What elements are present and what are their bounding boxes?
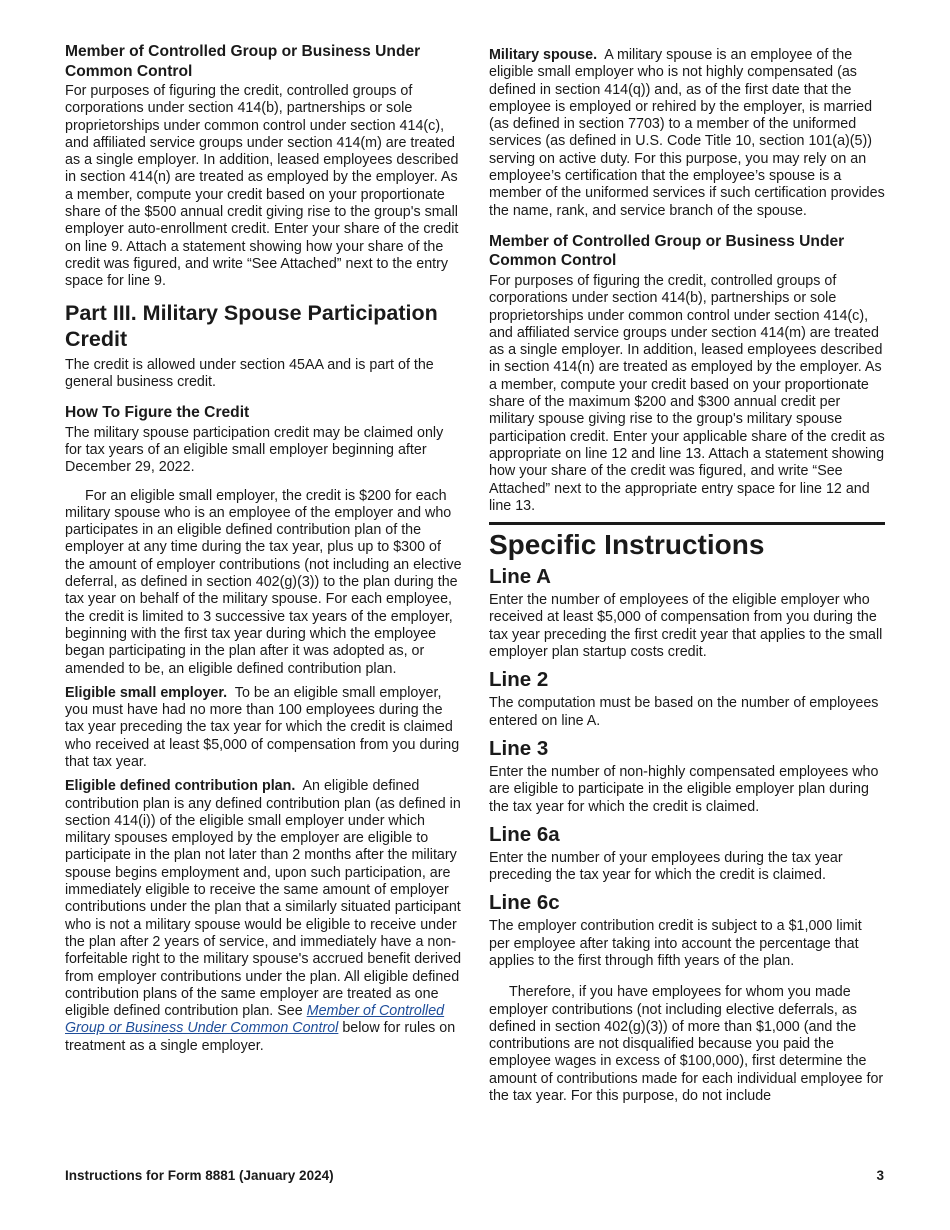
part3-text: The credit is allowed under section 45AA and is part of the general business credit. — [65, 356, 434, 390]
right-column — [489, 47, 885, 1112]
line-6c-text-2: Therefore, if you have employees for whom you made employer contributions (not including elective deferrals, as defined in section 402(g)(3)) of more than $1,000 (and the contributions are not disqualified because you paid the employee wages in excess of $100,000), first determine the amount of contributions made for each individual employee for the tax year. For this purpose, do not include — [489, 984, 884, 1105]
military-spouse-label: Military spouse. — [489, 47, 598, 63]
controlled-group-heading: Member of Controlled Group or Business Under Common Control — [65, 43, 421, 80]
section-divider — [489, 522, 885, 525]
how-to-figure-text-1: The military spouse participation credit may be claimed only for tax years of an eligible small employer beginning after December 29, 2022. — [65, 424, 444, 476]
line-6a-heading: Line 6a — [489, 822, 560, 846]
eligible-small-employer-text: To be an eligible small employer, you must have had no more than 100 employees during the tax year preceding the tax year for which the credit is claimed who received at least $5,000 of compensation from you during that tax year. — [65, 684, 460, 770]
line-3-text: Enter the number of non-highly compensated employees who are eligible to participate in the eligible employer plan during the tax year for which the credit is claimed. — [489, 763, 879, 815]
eligible-plan-tail: below for rules on treatment as a single employer. — [65, 1020, 456, 1054]
part3-heading: Part III. Military Spouse Participation Credit — [65, 300, 438, 351]
line-3-heading: Line 3 — [489, 736, 549, 760]
footer-form-title: Instructions for Form 8881 (January 2024) — [65, 1168, 334, 1183]
controlled-group-text-2: For purposes of figuring the credit, controlled groups of corporations under section 414(b), partnerships or sole proprietorships under common control under section 414(c), and affiliated service groups under section 414(m) are treated as a single employer. In addition, leased employees described in section 414(n) are treated as employed by the employer. As a member, compute your credit based on your proportionate share of the maximum $200 and $300 annual credit per military spouse giving rise to the group's military spouse participation credit. Enter your applicable share of the credit as appropriate on line 12 and line 13. Attach a statement showing how your share of the credit was figured, and write “See Attached” next to the appropriate entry space for line 12 and line 13. — [489, 272, 885, 514]
how-to-figure-text-2: For an eligible small employer, the credit is $200 for each military spouse who is an employee of the employer and who participates in an eligible defined contribution plan of the employer at any time during the tax year, plus up to $300 of the amount of employer contributions (not including an elective deferral, as defined in section 402(g)(3)) to the plan during the tax year on behalf of the military spouse. For each employee, the credit is limited to 3 successive tax years of the employer, beginning with the first tax year during which the employee began participating in the plan after it was adopted as, or amended to be, an eligible defined contribution plan. — [65, 487, 462, 677]
line-6a-text: Enter the number of your employees during the tax year preceding the tax year for which the credit is claimed. — [489, 849, 843, 884]
controlled-group-heading-2: Member of Controlled Group or Business Under Common Control — [489, 232, 845, 270]
specific-instructions-heading: Specific Instructions — [489, 529, 765, 561]
eligible-small-employer-label: Eligible small employer. — [65, 684, 228, 701]
line-2-heading: Line 2 — [489, 668, 549, 692]
military-spouse-text: A military spouse is an employee of the eligible small employer who is not highly compensated (as defined in section 414(q)) and, as of the first date that the employee is employed or rehired by the employer, is married (as defined in section 7703) to a member of the uniformed services (as defined in U.S. Code Title 10, section 101(a)(5)) serving on active duty. For this purpose, you may rely on an employee’s certification that the employee’s spouse is a member of the uniformed services if such certification provides the name, rank, and service branch of the spouse. — [489, 47, 885, 219]
eligible-small-employer-paragraph — [65, 685, 462, 771]
line-a-heading: Line A — [489, 565, 551, 589]
eligible-plan-paragraph — [65, 778, 462, 1055]
left-column — [65, 42, 462, 1062]
line-6c-heading: Line 6c — [489, 891, 560, 915]
military-spouse-paragraph — [489, 47, 885, 220]
eligible-plan-text: An eligible defined contribution plan is any defined contribution plan (as defined in section 414(i)) of the eligible small employer under which military spouses employed by the employer are eligible to participate in the plan not later than 2 months after the military spouse begins employment and, upon such participation, are immediately eligible to receive the same amount of employer contributions under the plan that a similarly situated participant who is not a military spouse would be eligible to receive under the plan after 2 years of service, and immediately have a non-forfeitable right to the military spouse's accrued benefit derived from employer contributions under the plan. All eligible defined contribution plans of the same employer are treated as one eligible defined contribution plan. See — [65, 778, 462, 1020]
eligible-plan-label: Eligible defined contribution plan. — [65, 778, 296, 795]
page-number: 3 — [876, 1168, 884, 1183]
line-6c-text-1: The employer contribution credit is subject to a $1,000 limit per employee after taking into account the percentage that applies to the first through fifth years of the plan. — [489, 918, 862, 969]
controlled-group-text: For purposes of figuring the credit, controlled groups of corporations under section 414(b), partnerships or sole proprietorships under common control under section 414(c), and affiliated service groups under section 414(m) are treated as a single employer. In addition, leased employees described in section 414(n) are treated as employed by the employer. As a member, compute your credit based on your proportionate share of the $500 annual credit giving rise to the group's small employer auto-enrollment credit. Enter your share of the credit on line 9. Attach a statement showing how your share of the credit was figured, and write “See Attached” next to the entry space for line 9. — [65, 83, 459, 290]
line-2-text: The computation must be based on the number of employees entered on line A. — [489, 695, 879, 729]
controlled-group-link[interactable]: Member of Controlled Group or Business Under Common Control — [65, 1003, 445, 1037]
how-to-figure-heading: How To Figure the Credit — [65, 404, 250, 422]
line-a-text: Enter the number of employees of the eligible employer who received at least $5,000 of compensation from you during the tax year preceding the first credit year that applies to the small employer plan startup costs credit. — [489, 592, 883, 661]
